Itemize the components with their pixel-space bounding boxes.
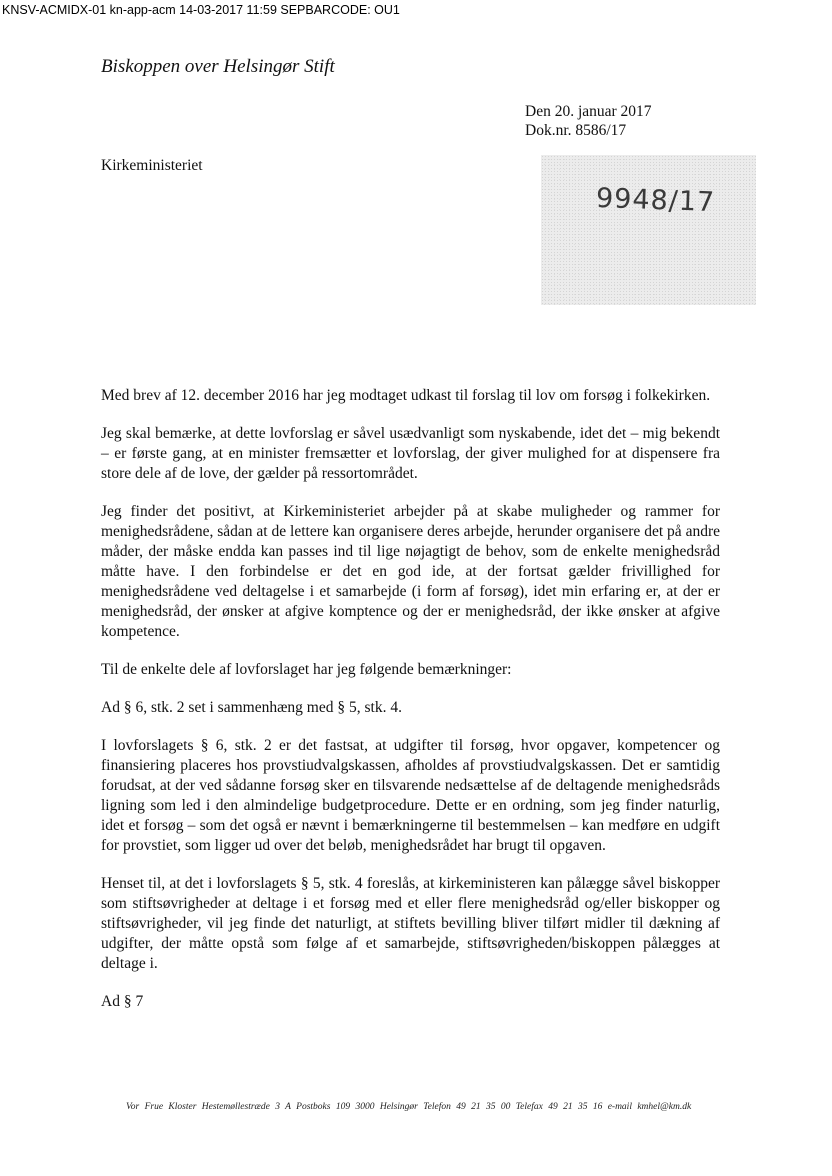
letterhead-title: Biskoppen over Helsingør Stift: [101, 56, 335, 77]
journal-stamp: [541, 155, 756, 305]
paragraph: I lovforslagets § 6, stk. 2 er det fastsat, at udgifter til forsøg, hvor opgaver, kompetencer og finansiering placeres hos provstiudvalgskassen, afholdes af provstiudvalgskassen. Det er samtidig forudsat, at der ved sådanne forsøg sker en tilsvarende nedsættelse af de deltagende menighedsråds ligning som led i den almindelige budgetprocedure. Dette er en ordning, som jeg finder naturlig, idet et forsøg – som det også er nævnt i bemærkningerne til bestemmelsen – kan medføre en udgift for provstiet, som ligger ud over det beløb, menighedsrådet har brugt til opgaven.: [101, 737, 720, 854]
letter-body: [101, 386, 720, 1030]
date-block: [525, 102, 652, 140]
document-number: Dok.nr. 8586/17: [525, 122, 627, 139]
paragraph: Ad § 6, stk. 2 set i sammenhæng med § 5, stk. 4.: [101, 699, 402, 716]
paragraph: Ad § 7: [101, 993, 144, 1010]
paragraph: Henset til, at det i lovforslagets § 5, stk. 4 foreslås, at kirkeministeren kan pålægge såvel biskopper som stiftsøvrigheder at deltage i et forsøg med et eller flere menighedsråd og/eller biskopper og stiftsøvrigheder, vil jeg finde det naturligt, at stiftets bevilling bliver tilført midler til dækning af udgifter, der måtte opstå som følge af et samarbejde, stiftsøvrigheden/biskoppen pålægges at deltage i.: [101, 875, 720, 972]
paragraph: Jeg finder det positivt, at Kirkeministeriet arbejder på at skabe muligheder og rammer for menighedsrådene, sådan at de lettere kan organisere deres arbejde, herunder organisere det på andre måder, der måske endda kan passes ind til lige nøjagtigt de behov, som de enkelte menighedsråd måtte have. I den forbindelse er det en god ide, at der fortsat gælder frivillighed for menighedsrådene ved deltagelse i et samarbejde (i form af forsøg), idet min erfaring er, at der er menighedsråd, der ønsker at afgive komptence og der er menighedsråd, der ikke ønsker at afgive kompetence.: [101, 503, 720, 640]
fax-header-line: KNSV-ACMIDX-01 kn-app-acm 14-03-2017 11:59 SEPBARCODE: OU1: [2, 3, 400, 17]
paragraph: Med brev af 12. december 2016 har jeg modtaget udkast til forslag til lov om forsøg i folkekirken.: [101, 387, 711, 404]
paragraph: Til de enkelte dele af lovforslaget har jeg følgende bemærkninger:: [101, 661, 512, 678]
recipient: Kirkeministeriet: [101, 157, 203, 174]
paragraph: Jeg skal bemærke, at dette lovforslag er såvel usædvanligt som nyskabende, idet det – mig bekendt – er første gang, at en minister fremsætter et lovforslag, der giver mulighed for at dispensere fra store dele af de love, der gælder på ressortområdet.: [101, 425, 720, 482]
letter-date: Den 20. januar 2017: [525, 103, 652, 120]
handwritten-journal-number: 9948/17: [595, 182, 716, 219]
address-footer: Vor Frue Kloster Hestemøllestræde 3 A Postboks 109 3000 Helsingør Telefon 49 21 35 00 Telefax 49 21 35 16 e-mail kmhel@km.dk: [126, 1102, 692, 1112]
